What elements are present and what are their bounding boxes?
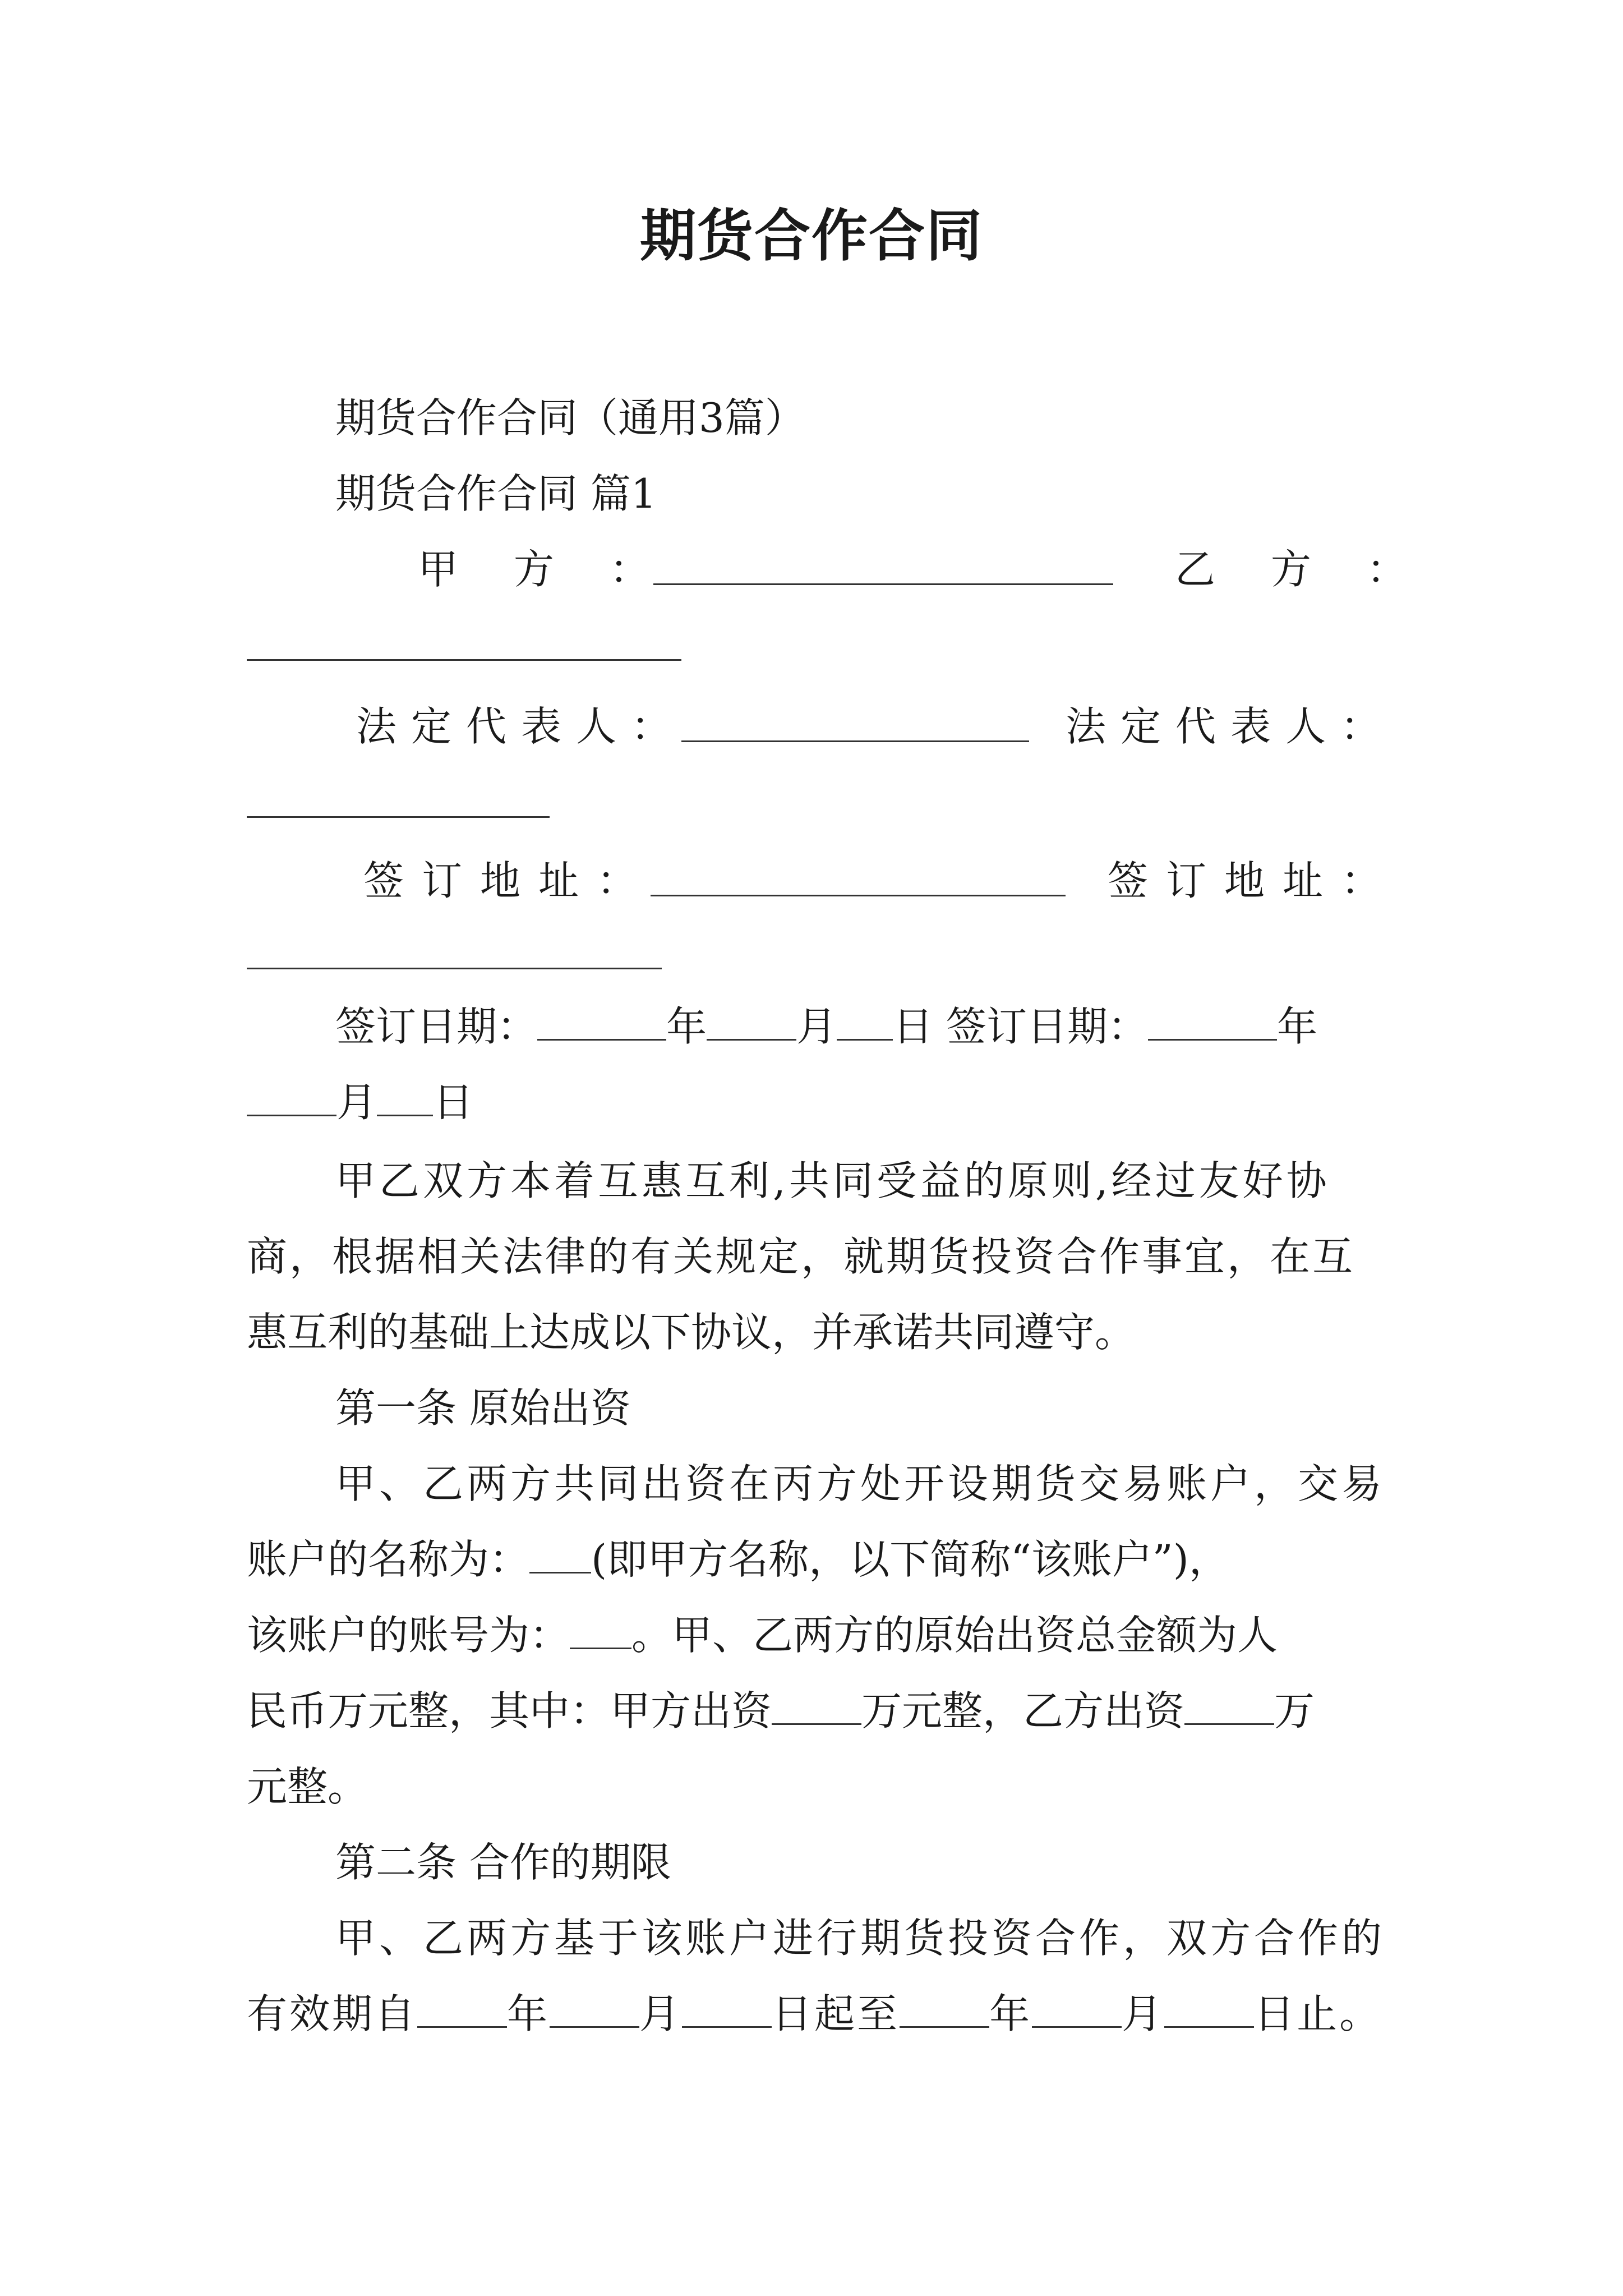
- article1-line-4: [247, 1683, 1315, 1739]
- year-text-a: 年: [666, 1003, 707, 1050]
- party-a-label: 甲 方 ：: [418, 546, 671, 593]
- start-month-text: 月: [639, 1990, 683, 2037]
- signing-date-line: [335, 999, 1317, 1055]
- article2-line-2: [247, 1986, 1382, 2042]
- intro-line-1: 甲乙双方本着互惠互利,共同受益的原则,经过友好协: [335, 1157, 1330, 1204]
- day-text-a: 日: [893, 1003, 934, 1050]
- start-year-text: 年: [507, 1990, 550, 2037]
- month-text-a: 月: [796, 1003, 837, 1050]
- article1-line-3: [247, 1607, 1278, 1663]
- term-start-label: 有效期自: [247, 1990, 418, 2037]
- rep-a-blank: [681, 740, 1029, 742]
- rep-b-label: 法定代表人：: [1066, 703, 1396, 750]
- end-day-blank: [1164, 1993, 1254, 2028]
- account-name-note: (即甲方名称，以下简称“该账户”)，: [591, 1536, 1229, 1583]
- end-month-text: 月: [1122, 1990, 1165, 2037]
- capital-a-label: 民币万元整，其中：甲方出资: [247, 1687, 772, 1734]
- account-number-label: 该账户的账号为：: [247, 1612, 570, 1659]
- addr-b-blank: [247, 968, 662, 969]
- part-heading: 期货合作合同 篇1: [335, 470, 657, 517]
- date-label-a: 签订日期：: [335, 1003, 538, 1050]
- capital-b-blank: [1184, 1690, 1274, 1725]
- capital-a-blank: [772, 1690, 861, 1725]
- account-number-note: 。甲、乙两方的原始出资总金额为人: [631, 1612, 1278, 1659]
- end-day-text: 日止。: [1254, 1990, 1382, 2037]
- day-blank-a: [837, 1005, 893, 1041]
- addr-a-label: 签订地址：: [363, 857, 656, 904]
- article1-line-5: 元整。: [247, 1763, 368, 1810]
- party-a-blank: [653, 583, 1113, 585]
- year-blank-a: [537, 1005, 666, 1041]
- start-day-text: 日起至: [772, 1990, 900, 2037]
- party-b-label: 乙 方 ：: [1175, 546, 1428, 593]
- party-b-blank: [247, 659, 681, 661]
- article2-line-1: 甲、乙两方基于该账户进行期货投资合作，双方合作的: [335, 1915, 1386, 1962]
- start-year-blank: [417, 1993, 507, 2028]
- signing-date-line-cont: [247, 1074, 473, 1130]
- addr-a-blank: [651, 895, 1066, 896]
- month-text-b: 月: [336, 1079, 377, 1126]
- rep-a-label: 法定代表人：: [356, 703, 686, 750]
- addr-b-label: 签订地址：: [1108, 857, 1400, 904]
- article1-line-2: [247, 1531, 1229, 1588]
- month-blank-b: [247, 1081, 336, 1116]
- start-month-blank: [550, 1993, 639, 2028]
- document-title: 期货合作合同: [640, 203, 983, 269]
- end-year-text: 年: [989, 1990, 1032, 2037]
- account-number-blank: [570, 1614, 631, 1649]
- year-blank-b: [1148, 1005, 1277, 1041]
- month-blank-a: [707, 1005, 796, 1041]
- date-label-b: 签订日期：: [946, 1003, 1148, 1050]
- article2-heading: 第二条 合作的期限: [335, 1839, 671, 1886]
- capital-b-label: 万元整，乙方出资: [861, 1687, 1185, 1734]
- account-name-label: 账户的名称为：: [247, 1536, 530, 1583]
- article1-heading: 第一条 原始出资: [335, 1384, 631, 1432]
- day-text-b: 日: [433, 1079, 474, 1126]
- intro-line-2: 商，根据相关法律的有关规定，就期货投资合作事宜，在互: [247, 1233, 1355, 1280]
- article1-line-1: 甲、乙两方共同出资在丙方处开设期货交易账户，交易: [335, 1460, 1386, 1507]
- account-name-blank: [529, 1538, 591, 1573]
- capital-b-unit: 万: [1274, 1687, 1315, 1734]
- rep-b-blank: [247, 816, 550, 818]
- intro-line-3: 惠互利的基础上达成以下协议，并承诺共同遵守。: [247, 1309, 1136, 1356]
- end-year-blank: [900, 1993, 989, 2028]
- start-day-blank: [682, 1993, 772, 2028]
- end-month-blank: [1032, 1993, 1122, 2028]
- year-text-b: 年: [1276, 1003, 1317, 1050]
- document-subtitle: 期货合作合同（通用3篇）: [335, 394, 805, 441]
- day-blank-b: [377, 1081, 433, 1116]
